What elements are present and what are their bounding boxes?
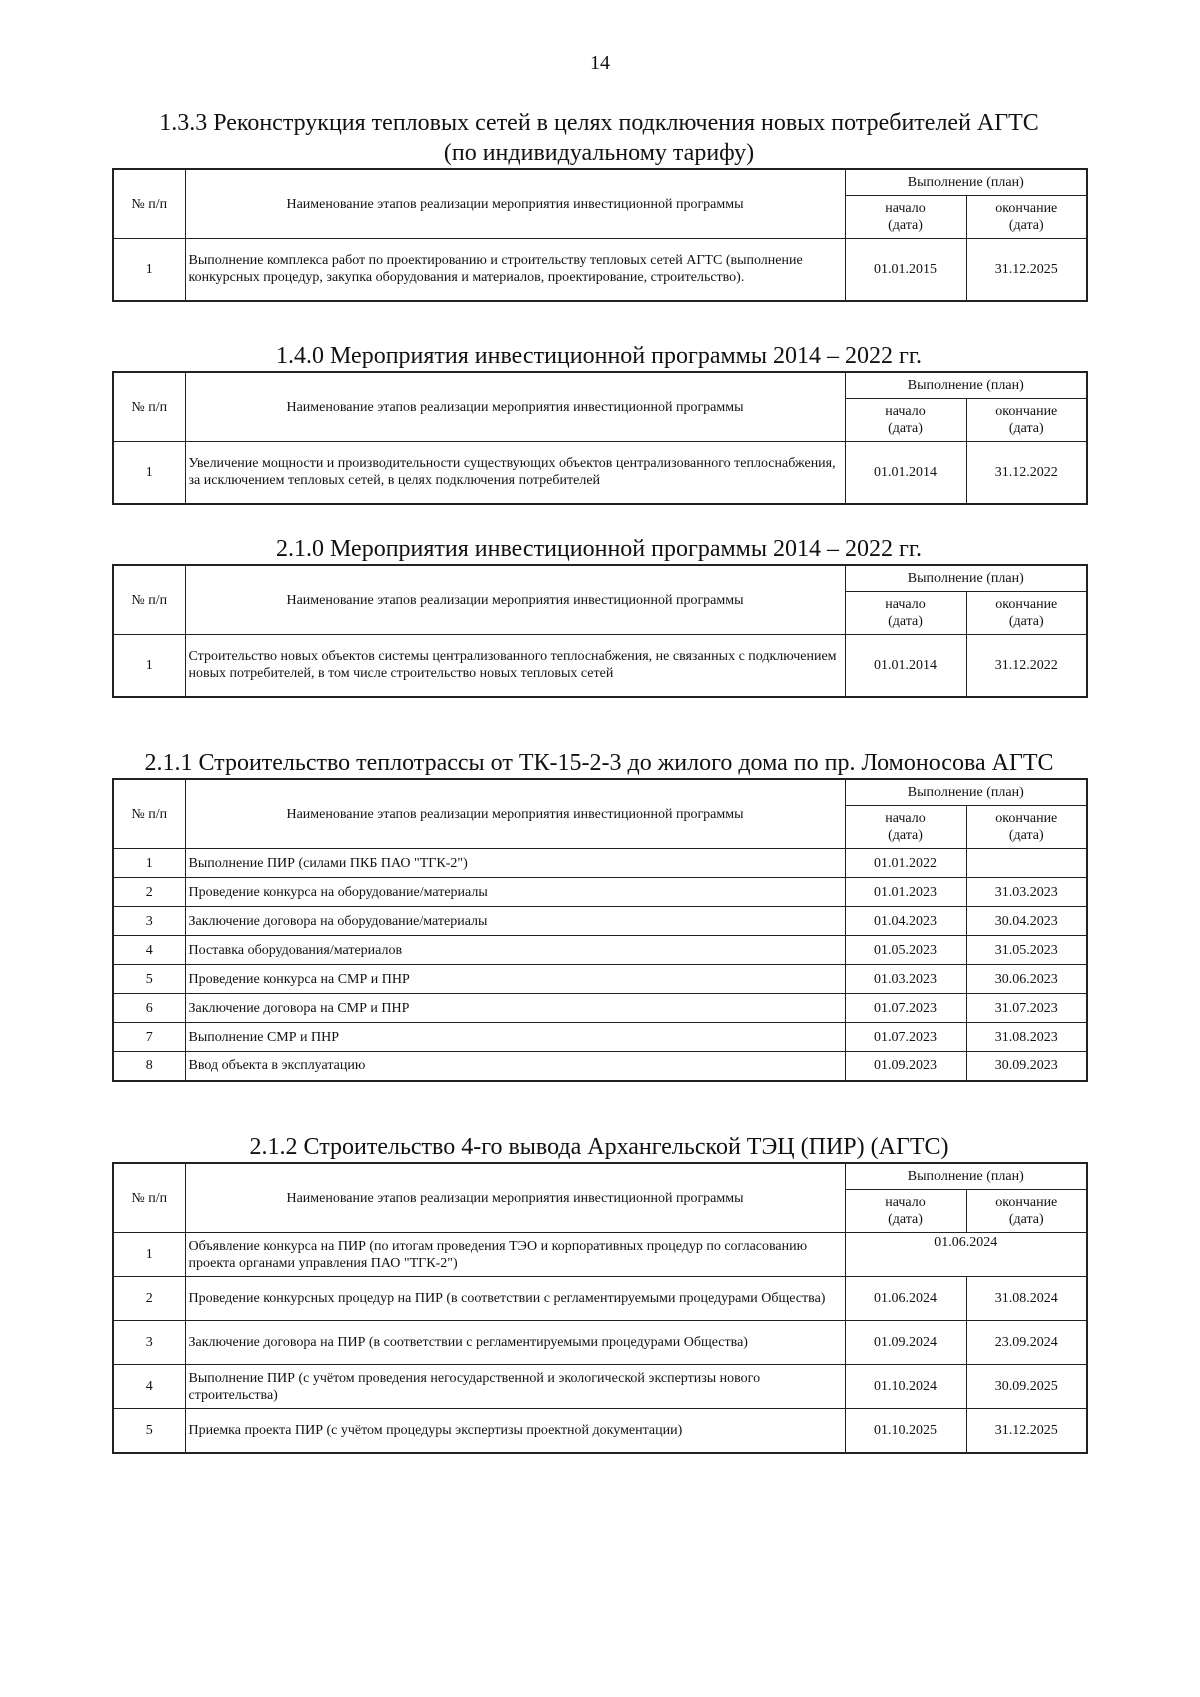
header-start: начало (дата): [845, 196, 966, 239]
row-stage-name: Строительство новых объектов системы централизованного теплоснабжения, не связанных с подключением новых потребителей, в том числе строительство новых тепловых сетей: [185, 635, 845, 697]
table-header-row: [113, 779, 1087, 806]
header-name: Наименование этапов реализации мероприятия инвестиционной программы: [185, 169, 845, 239]
header-end: окончание (дата): [966, 1190, 1087, 1233]
stages-table: [112, 778, 1088, 1082]
row-end-date: 31.12.2022: [966, 635, 1087, 697]
table-row: [113, 635, 1087, 697]
header-start: начало (дата): [845, 592, 966, 635]
table-row: [113, 442, 1087, 504]
table-row: [113, 878, 1087, 907]
header-name: Наименование этапов реализации мероприятия инвестиционной программы: [185, 372, 845, 442]
row-stage-name: Заключение договора на оборудование/материалы: [185, 907, 845, 936]
row-end-date: 31.03.2023: [966, 878, 1087, 907]
table-row: [113, 1365, 1087, 1409]
header-end: окончание (дата): [966, 399, 1087, 442]
section-2-1-0: [112, 534, 1086, 698]
row-stage-name: Увеличение мощности и производительности существующих объектов централизованного теплоснабжения, за исключением тепловых сетей, в целях подключения потребителей: [185, 442, 845, 504]
row-start-date: 01.03.2023: [845, 965, 966, 994]
page-number: 14: [590, 52, 610, 74]
row-stage-name: Заключение договора на ПИР (в соответствии с регламентируемыми процедурами Общества): [185, 1321, 845, 1365]
row-stage-name: Выполнение ПИР (силами ПКБ ПАО "ТГК-2"): [185, 849, 845, 878]
section-title: 2.1.0 Мероприятия инвестиционной программы 2014 – 2022 гг.: [276, 536, 922, 562]
table-row: [113, 1277, 1087, 1321]
row-start-date: 01.09.2024: [845, 1321, 966, 1365]
table-row: [113, 1233, 1087, 1277]
row-start-date: 01.01.2014: [845, 442, 966, 504]
row-end-date: 31.12.2022: [966, 442, 1087, 504]
table-row: [113, 849, 1087, 878]
row-start-date: 01.10.2025: [845, 1409, 966, 1453]
section-2-1-1: [112, 748, 1086, 1082]
table-row: [113, 994, 1087, 1023]
row-stage-name: Объявление конкурса на ПИР (по итогам проведения ТЭО и корпоративных процедур по согласованию проекта органами управления ПАО "ТГК-2"): [185, 1233, 845, 1277]
row-end-date: 31.08.2024: [966, 1277, 1087, 1321]
row-number: 3: [113, 907, 185, 936]
row-number: 6: [113, 994, 185, 1023]
header-start: начало (дата): [845, 1190, 966, 1233]
row-end-date: 31.12.2025: [966, 239, 1087, 301]
stages-table: [112, 371, 1088, 505]
table-header-row: [113, 169, 1087, 196]
row-end-date: 30.09.2025: [966, 1365, 1087, 1409]
row-start-date: 01.01.2014: [845, 635, 966, 697]
row-number: 2: [113, 1277, 185, 1321]
table-row: [113, 1023, 1087, 1052]
header-execution: Выполнение (план): [845, 1163, 1087, 1190]
table-row: [113, 1052, 1087, 1081]
header-execution: Выполнение (план): [845, 169, 1087, 196]
row-end-date: [966, 849, 1087, 878]
header-name: Наименование этапов реализации мероприятия инвестиционной программы: [185, 1163, 845, 1233]
header-name: Наименование этапов реализации мероприятия инвестиционной программы: [185, 565, 845, 635]
section-1-4-0: [112, 341, 1086, 505]
row-start-date: 01.06.2024: [845, 1277, 966, 1321]
section-1-3-3: [112, 108, 1086, 302]
table-header-row: [113, 1163, 1087, 1190]
row-end-date: 30.04.2023: [966, 907, 1087, 936]
row-number: 3: [113, 1321, 185, 1365]
row-number: 1: [113, 635, 185, 697]
row-start-date: 01.09.2023: [845, 1052, 966, 1081]
header-end: окончание (дата): [966, 806, 1087, 849]
header-end: окончание (дата): [966, 196, 1087, 239]
section-title: 1.3.3 Реконструкция тепловых сетей в целях подключения новых потребителей АГТС (по индивидуальному тарифу): [159, 110, 1039, 166]
table-row: [113, 239, 1087, 301]
header-end: окончание (дата): [966, 592, 1087, 635]
row-end-date: 30.09.2023: [966, 1052, 1087, 1081]
header-num: № п/п: [113, 1163, 185, 1233]
row-number: 1: [113, 849, 185, 878]
row-end-date: 31.08.2023: [966, 1023, 1087, 1052]
row-start-date: 01.01.2022: [845, 849, 966, 878]
row-end-date: 23.09.2024: [966, 1321, 1087, 1365]
header-execution: Выполнение (план): [845, 565, 1087, 592]
row-date: 01.06.2024: [845, 1233, 1087, 1277]
header-num: № п/п: [113, 565, 185, 635]
row-number: 1: [113, 442, 185, 504]
row-stage-name: Ввод объекта в эксплуатацию: [185, 1052, 845, 1081]
header-num: № п/п: [113, 372, 185, 442]
table-row: [113, 907, 1087, 936]
header-name: Наименование этапов реализации мероприятия инвестиционной программы: [185, 779, 845, 849]
row-number: 7: [113, 1023, 185, 1052]
table-row: [113, 936, 1087, 965]
stages-table: [112, 564, 1088, 698]
row-end-date: 31.07.2023: [966, 994, 1087, 1023]
table-header-row: [113, 565, 1087, 592]
row-stage-name: Проведение конкурса на СМР и ПНР: [185, 965, 845, 994]
row-stage-name: Приемка проекта ПИР (с учётом процедуры экспертизы проектной документации): [185, 1409, 845, 1453]
table-header-row: [113, 372, 1087, 399]
row-stage-name: Выполнение ПИР (с учётом проведения негосударственной и экологической экспертизы нового строительства): [185, 1365, 845, 1409]
section-title: 2.1.2 Строительство 4-го вывода Архангельской ТЭЦ (ПИР) (АГТС): [249, 1134, 949, 1160]
header-num: № п/п: [113, 779, 185, 849]
row-number: 5: [113, 965, 185, 994]
table-row: [113, 1321, 1087, 1365]
row-start-date: 01.07.2023: [845, 994, 966, 1023]
stages-table: [112, 1162, 1088, 1454]
row-end-date: 31.12.2025: [966, 1409, 1087, 1453]
header-execution: Выполнение (план): [845, 779, 1087, 806]
header-start: начало (дата): [845, 399, 966, 442]
row-stage-name: Заключение договора на СМР и ПНР: [185, 994, 845, 1023]
row-stage-name: Проведение конкурса на оборудование/материалы: [185, 878, 845, 907]
row-stage-name: Поставка оборудования/материалов: [185, 936, 845, 965]
stages-table: [112, 168, 1088, 302]
table-row: [113, 965, 1087, 994]
row-number: 2: [113, 878, 185, 907]
row-end-date: 31.05.2023: [966, 936, 1087, 965]
row-number: 8: [113, 1052, 185, 1081]
row-number: 4: [113, 1365, 185, 1409]
header-start: начало (дата): [845, 806, 966, 849]
row-number: 1: [113, 239, 185, 301]
row-start-date: 01.01.2015: [845, 239, 966, 301]
section-title: 2.1.1 Строительство теплотрассы от ТК-15-2-3 до жилого дома по пр. Ломоносова АГТС: [144, 750, 1054, 776]
header-num: № п/п: [113, 169, 185, 239]
row-start-date: 01.01.2023: [845, 878, 966, 907]
row-stage-name: Проведение конкурсных процедур на ПИР (в соответствии с регламентируемыми процедурами Общества): [185, 1277, 845, 1321]
row-start-date: 01.10.2024: [845, 1365, 966, 1409]
row-end-date: 30.06.2023: [966, 965, 1087, 994]
row-start-date: 01.05.2023: [845, 936, 966, 965]
row-start-date: 01.07.2023: [845, 1023, 966, 1052]
section-2-1-2: [112, 1132, 1086, 1454]
row-stage-name: Выполнение комплекса работ по проектированию и строительству тепловых сетей АГТС (выполнение конкурсных процедур, закупка оборудования и материалов, проектирование, строительство).: [185, 239, 845, 301]
header-execution: Выполнение (план): [845, 372, 1087, 399]
row-number: 5: [113, 1409, 185, 1453]
table-row: [113, 1409, 1087, 1453]
section-title: 1.4.0 Мероприятия инвестиционной программы 2014 – 2022 гг.: [276, 343, 922, 369]
row-start-date: 01.04.2023: [845, 907, 966, 936]
row-number: 1: [113, 1233, 185, 1277]
row-stage-name: Выполнение СМР и ПНР: [185, 1023, 845, 1052]
row-number: 4: [113, 936, 185, 965]
